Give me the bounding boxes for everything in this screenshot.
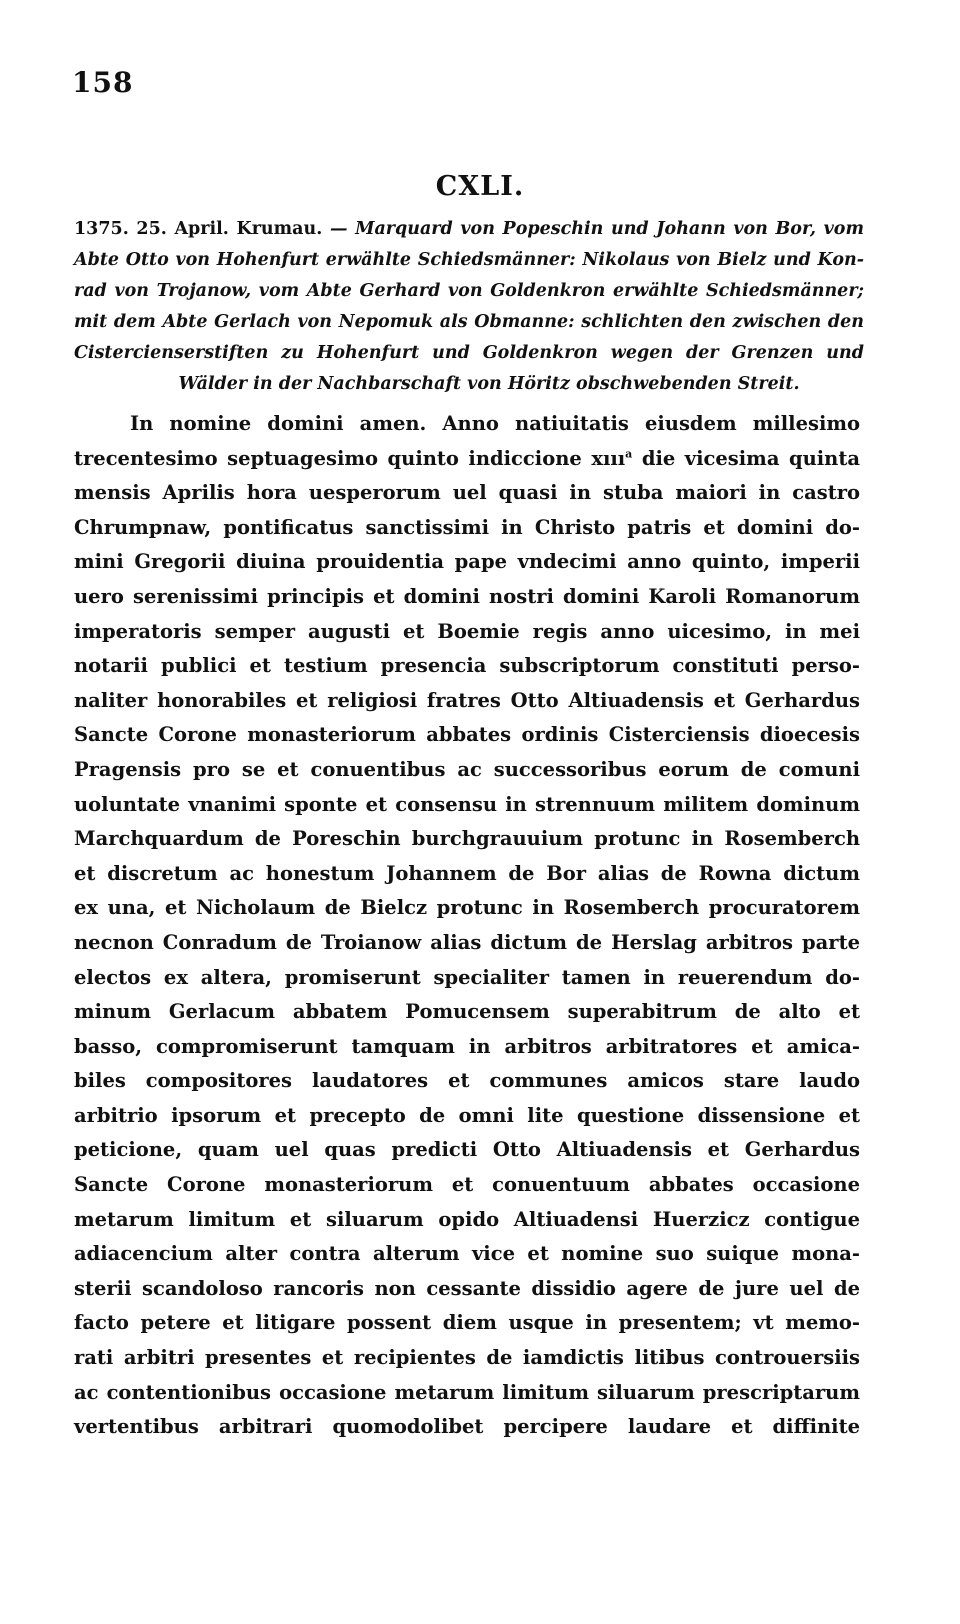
text-line: ac contentionibus occasione metarum limitum siluarum prescriptarum xyxy=(74,1380,860,1404)
text-line: adiacencium alter contra alterum vice et nomine suo suique mona- xyxy=(74,1242,860,1266)
text-line: vertentibus arbitrari quomodolibet percipere laudare et diffinite xyxy=(74,1415,860,1439)
text-line: rati arbitri presentes et recipientes de iamdictis litibus controuersiis xyxy=(74,1346,860,1370)
text-line: uoluntate vnanimi sponte et consensu in strennuum militem dominum xyxy=(74,792,860,816)
text-line: ex una, et Nicholaum de Bielcz protunc in Rosemberch procuratorem xyxy=(74,896,860,920)
text-line: trecentesimo septuagesimo quinto indiccione xııı$^a$ die vicesima quinta xyxy=(74,446,861,470)
regest-summary xyxy=(74,214,864,400)
text-line: mensis Aprilis hora uesperorum uel quasi in stuba maiori in castro xyxy=(74,481,860,505)
regest-line: mit dem Abte Gerlach von Nepomuk als Obmanne: schlichten den zwischen den xyxy=(74,312,864,332)
text-line: uero serenissimi principis et domini nostri domini Karoli Romanorum xyxy=(74,584,860,608)
page-number: 158 xyxy=(72,66,134,99)
regest-line: rad von Trojanow, vom Abte Gerhard von Goldenkron erwählte Schiedsmänner; xyxy=(74,281,864,301)
document-number: CXLI. xyxy=(435,171,525,202)
regest-line: 1375. 25. April. Krumau. — Marquard von Pореschin und Johann von Bor, vom xyxy=(74,219,864,239)
text-line: Marchquardum de Poreschin burchgrauuium protunc in Rosemberch xyxy=(74,827,860,851)
text-line: Sancte Corone monasteriorum et conuentuum abbates occasione xyxy=(74,1173,860,1197)
text-line: basso, compromiserunt tamquam in arbitros arbitratores et amica- xyxy=(74,1034,860,1058)
text-line: imperatoris semper augusti et Boemie regis anno uicesimo, in mei xyxy=(74,619,860,643)
text-line: minum Gerlacum abbatem Pomucensem superabitrum de alto et xyxy=(74,1000,860,1024)
text-line: In nomine domini amen. Anno natiuitatis eiusdem millesimo xyxy=(130,412,860,435)
charter-text xyxy=(74,407,860,1445)
text-line: Pragensis pro se et conuentibus ac successoribus eorum de comuni xyxy=(74,757,860,781)
text-line: Sancte Corone monasteriorum abbates ordinis Cisterciensis dioecesis xyxy=(74,723,860,747)
text-line: arbitrio ipsorum et precepto de omni lite questione dissensione et xyxy=(74,1103,860,1127)
regest-line: Wälder in der Nachbarschaft von Höritz obschwebenden Streit. xyxy=(178,374,800,394)
regest-line: Abte Otto von Hohenfurt erwählte Schiedsmänner: Nikolaus von Bielz und Kon- xyxy=(74,250,864,270)
superscript-a: a xyxy=(625,447,633,461)
text-line: necnon Conradum de Troianow alias dictum de Herslag arbitros parte xyxy=(74,930,860,954)
text-line: naliter honorabiles et religiosi fratres Otto Altiuadensis et Gerhardus xyxy=(74,688,860,712)
text-line: facto petere et litigare possent diem usque in presentem; vt memo- xyxy=(74,1311,860,1335)
text-line: metarum limitum et siluarum opido Altiuadensi Huerzicz contigue xyxy=(74,1207,860,1231)
text-line: Chrumpnaw, pontificatus sanctissimi in Christo patris et domini do- xyxy=(74,515,860,539)
text-line: electos ex altera, promiserunt specialiter tamen in reuerendum do- xyxy=(74,965,860,989)
text-line: biles compositores laudatores et communes amicos stare laudo xyxy=(74,1069,860,1093)
regest-line: Cistercienserstiften zu Hohenfurt und Goldenkron wegen der Grenzen und xyxy=(74,343,864,363)
text-line: mini Gregorii diuina prouidentia pape vndecimi anno quinto, imperii xyxy=(74,550,860,574)
text-line: notarii publici et testium presencia subscriptorum constituti perso- xyxy=(74,654,860,678)
text-line: peticione, quam uel quas predicti Otto Altiuadensis et Gerhardus xyxy=(74,1138,860,1162)
text-line: sterii scandoloso rancoris non cessante dissidio agere de jure uel de xyxy=(74,1276,860,1300)
regest-dateline: 1375. 25. April. Krumau. xyxy=(74,219,323,239)
text-line: et discretum ac honestum Johannem de Bor alias de Rowna dictum xyxy=(74,861,860,885)
